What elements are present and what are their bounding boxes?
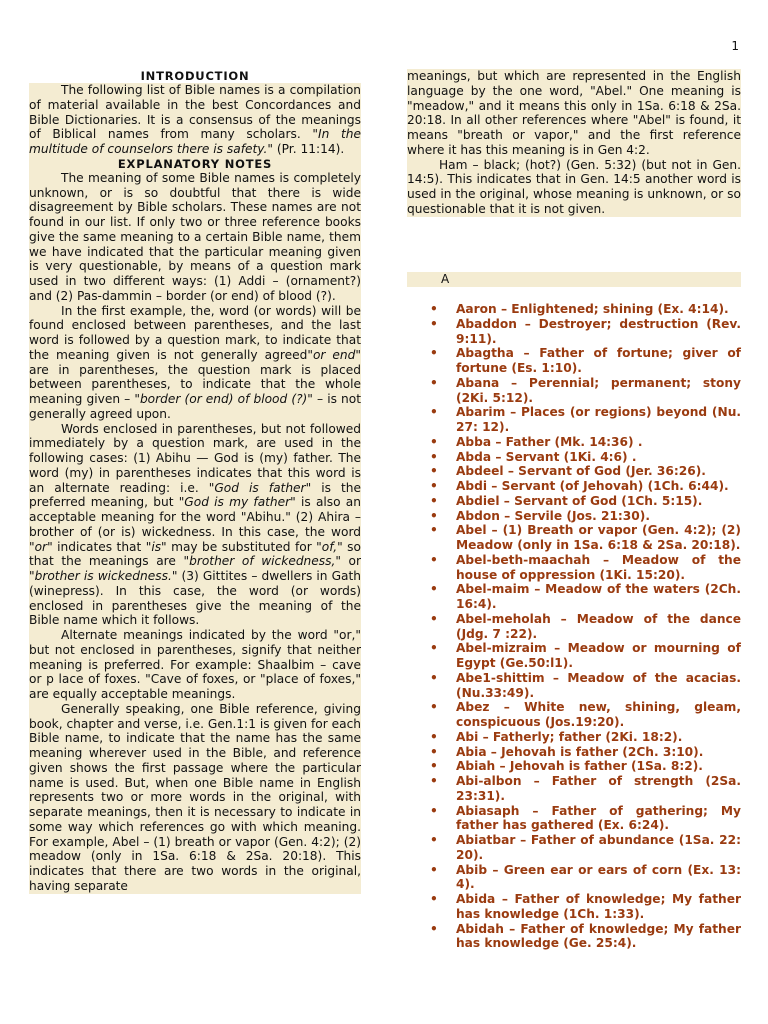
- name-entry-text: Aaron – Enlightened; shining (Ex. 4:14).: [456, 302, 729, 316]
- bullet-icon: •: [430, 464, 438, 479]
- name-entry: [407, 376, 741, 406]
- name-entry-text: Abarim – Places (or regions) beyond (Nu. 27: 12).: [456, 405, 741, 434]
- name-entry-text: Abel-mizraim – Meadow or mourning of Egypt (Ge.50:l1).: [456, 641, 741, 670]
- name-entry-text: Abana – Perennial; permanent; stony (2Ki. 5:12).: [456, 375, 741, 405]
- name-entry-text: Abiasaph – Father of gathering; My father has gathered (Ex. 6:24).: [456, 803, 741, 833]
- name-entry-text: Abez – White new, shining, gleam, conspicuous (Jos.19:20).: [456, 700, 741, 729]
- bullet-icon: •: [430, 774, 438, 788]
- name-entry: [407, 774, 741, 804]
- name-entry-text: Abiatbar – Father of abundance (1Sa. 22: 20).: [456, 833, 741, 862]
- bullet-icon: •: [430, 405, 438, 420]
- name-entry: [407, 863, 741, 893]
- name-entry-text: Abel-meholah – Meadow of the dance (Jdg. 7 :22).: [456, 611, 741, 641]
- bullet-icon: •: [430, 921, 438, 936]
- introduction-heading: INTRODUCTION: [140, 69, 250, 83]
- bullet-icon: •: [430, 670, 438, 685]
- bullet-icon: •: [430, 493, 438, 508]
- bullet-icon: •: [430, 744, 438, 759]
- bullet-icon: •: [430, 892, 438, 906]
- bullet-icon: •: [430, 729, 438, 744]
- section-letter: A: [441, 272, 450, 286]
- notes-paragraph-1: The meaning of some Bible names is completely unknown, or is so doubtful that there is wide disagreement by Bible scholars. These names are not found in our list. If only two or three reference books give the same meaning to a certain Bible name, them we have indicated that the particular meaning given is very questionable, by means of a question mark used in two different ways: (1) Addi – (ornament?) and (2) Pas-dammin – border (or end) of blood (?).: [29, 170, 361, 303]
- explanatory-notes-heading: EXPLANATORY NOTES: [29, 157, 361, 171]
- bullet-icon: •: [430, 641, 438, 656]
- name-entry-text: Abib – Green ear or ears of corn (Ex. 13: 4).: [456, 862, 741, 892]
- bullet-icon: •: [430, 803, 438, 818]
- introduction-block: [29, 83, 361, 157]
- name-entry: [407, 671, 741, 701]
- name-entry: [407, 582, 741, 612]
- notes-paragraph-4: Alternate meanings indicated by the word "or," but not enclosed in parentheses, signify that neither meaning is preferred. For example: Shaalbim – cave or p lace of foxes. "Cave of foxes, or "place of foxes," are equally acceptable meanings.: [29, 628, 361, 701]
- name-entry: [407, 450, 741, 465]
- section-letter-header: [407, 272, 741, 287]
- name-entry-text: Abiah – Jehovah is father (1Sa. 8:2).: [456, 759, 703, 774]
- name-entry: [407, 317, 741, 347]
- name-entry-text: Abdon – Servile (Jos. 21:30).: [456, 508, 650, 523]
- bullet-icon: •: [430, 523, 438, 538]
- name-entry-text: Abida – Father of knowledge; My father has knowledge (1Ch. 1:33).: [456, 892, 741, 921]
- name-entry-text: Abdeel – Servant of God (Jer. 36:26).: [456, 464, 706, 479]
- bullet-icon: •: [430, 434, 438, 449]
- explanatory-notes-block: [29, 171, 361, 894]
- bullet-icon: •: [430, 479, 438, 493]
- bullet-icon: •: [430, 862, 438, 877]
- name-entry: [407, 405, 741, 435]
- name-entry: [407, 700, 741, 730]
- name-entry-text: Abagtha – Father of fortune; giver of fortune (Es. 1:10).: [456, 346, 741, 375]
- bullet-icon: •: [430, 346, 438, 361]
- name-entry-text: Abel – (1) Breath or vapor (Gen. 4:2); (2) Meadow (only in 1Sa. 6:18 & 2Sa. 20:18).: [456, 523, 741, 552]
- bullet-icon: •: [430, 508, 438, 523]
- notes-paragraph-6: meanings, but which are represented in the English language by the one word, "Abel." One meaning is "meadow," and it means this only in 1Sa. 6:18 & 2Sa. 20:18. In all other references where "Abel" is found, it means "breath or vapor," and the first reference where it has this meaning is in Gen 4:2.: [407, 69, 741, 157]
- notes-paragraph-7: Ham – black; (hot?) (Gen. 5:32) (but not in Gen. 14:5). This indicates that in Gen. 14:5 another word is used in the original, whose meaning is unknown, or so questionable that it is not given.: [407, 157, 741, 216]
- bullet-icon: •: [430, 611, 438, 626]
- bullet-icon: •: [430, 552, 438, 567]
- name-entry-text: Abia – Jehovah is father (2Ch. 3:10).: [456, 744, 704, 759]
- name-entry-text: Abel-beth-maachah – Meadow of the house of oppression (1Ki. 15:20).: [456, 552, 741, 582]
- page-number: 1: [731, 39, 739, 53]
- name-entry: [407, 804, 741, 834]
- bullet-icon: •: [430, 582, 438, 597]
- name-entry-text: Abda – Servant (1Ki. 4:6) .: [456, 449, 637, 464]
- name-entry-text: Abidah – Father of knowledge; My father has knowledge (Ge. 25:4).: [456, 921, 741, 951]
- left-column: [29, 69, 361, 894]
- notes-paragraph-3: Words enclosed in parentheses, but not followed immediately by a question mark, are used in the following cases: (1) Abihu — God is (my) father. The word (my) in parentheses indicates that this word is an alternate reading: i.e. "God is father" is the preferred meaning, but "God is my father" is also an acceptable meaning for the word "Abihu." (2) Ahira – brother of (or is) wickedness. In this case, the word "or" indicates that "is" may be substituted for "of," so that the meanings are "brother of wickedness," or "brother is wickedness." (3) Gittites – dwellers in Gath (winepress). In this case, the word (or words) enclosed in parentheses give the meaning of the Bible name which it follows.: [29, 421, 362, 628]
- name-entry-text: Abe1-shittim – Meadow of the acacias. (Nu.33:49).: [456, 670, 741, 700]
- name-entry: [407, 892, 741, 922]
- name-entry: [407, 745, 741, 760]
- name-entry-text: Abi-albon – Father of strength (2Sa. 23:31).: [456, 774, 741, 803]
- name-entry: [407, 523, 741, 553]
- name-entry: [407, 833, 741, 863]
- bullet-icon: •: [430, 449, 438, 464]
- name-entry: [407, 302, 741, 317]
- bullet-icon: •: [430, 759, 438, 774]
- name-entry: [407, 494, 741, 509]
- name-entry-text: Abi – Fatherly; father (2Ki. 18:2).: [456, 729, 683, 744]
- bible-names-list: [407, 302, 741, 951]
- name-entry: [407, 612, 741, 642]
- name-entry-text: Abdi – Servant (of Jehovah) (1Ch. 6:44).: [456, 479, 729, 493]
- introduction-paragraph: The following list of Bible names is a compilation of material available in the best Concordances and Bible Dictionaries. It is a consensus of the meanings of Biblical names from many scholars. "In the multitude of counselors there is safety." (Pr. 11:14).: [29, 83, 361, 156]
- bullet-icon: •: [430, 375, 438, 390]
- name-entry-text: Abaddon – Destroyer; destruction (Rev. 9:11).: [456, 316, 741, 346]
- name-entry: [407, 464, 741, 479]
- notes-continued-block: [407, 69, 741, 217]
- name-entry: [407, 553, 741, 583]
- bullet-icon: •: [430, 833, 438, 847]
- name-entry: [407, 509, 741, 524]
- bullet-icon: •: [430, 316, 438, 331]
- name-entry: [407, 346, 741, 376]
- notes-paragraph-5: Generally speaking, one Bible reference, giving book, chapter and verse, i.e. Gen.1:1 is given for each Bible name, to indicate that the name has the same meaning wherever used in the Bible, and reference given shows the first passage where the particular name is used. But, when one Bible name in English represents two or more words in the original, with separate meanings, then it is necessary to indicate in some way which references go with which meaning. For example, Abel – (1) breath or vapor (Gen. 4:2); (2) meadow (only in 1Sa. 6:18 & 2Sa. 20:18). This indicates that there are two words in the original, having separate: [29, 701, 361, 893]
- name-entry: [407, 730, 741, 745]
- bullet-icon: •: [430, 302, 438, 316]
- name-entry: [407, 641, 741, 671]
- name-entry-text: Abel-maim – Meadow of the waters (2Ch. 16:4).: [456, 582, 741, 611]
- name-entry-text: Abba – Father (Mk. 14:36) .: [456, 434, 643, 449]
- name-entry: [407, 435, 741, 450]
- name-entry-text: Abdiel – Servant of God (1Ch. 5:15).: [456, 493, 703, 508]
- name-entry: [407, 922, 741, 952]
- bullet-icon: •: [430, 700, 438, 715]
- right-column: [407, 69, 741, 217]
- notes-paragraph-2: In the first example, the, word (or words) will be found enclosed between parentheses, and the last word is followed by a question mark, to indicate that the meaning given is not generally agreed"or end" are in parentheses, the question mark is placed between parentheses, to indicate that the whole meaning given – "border (or end) of blood (?)" – is not generally agreed upon.: [29, 303, 361, 421]
- name-entry: [407, 759, 741, 774]
- name-entry: [407, 479, 741, 494]
